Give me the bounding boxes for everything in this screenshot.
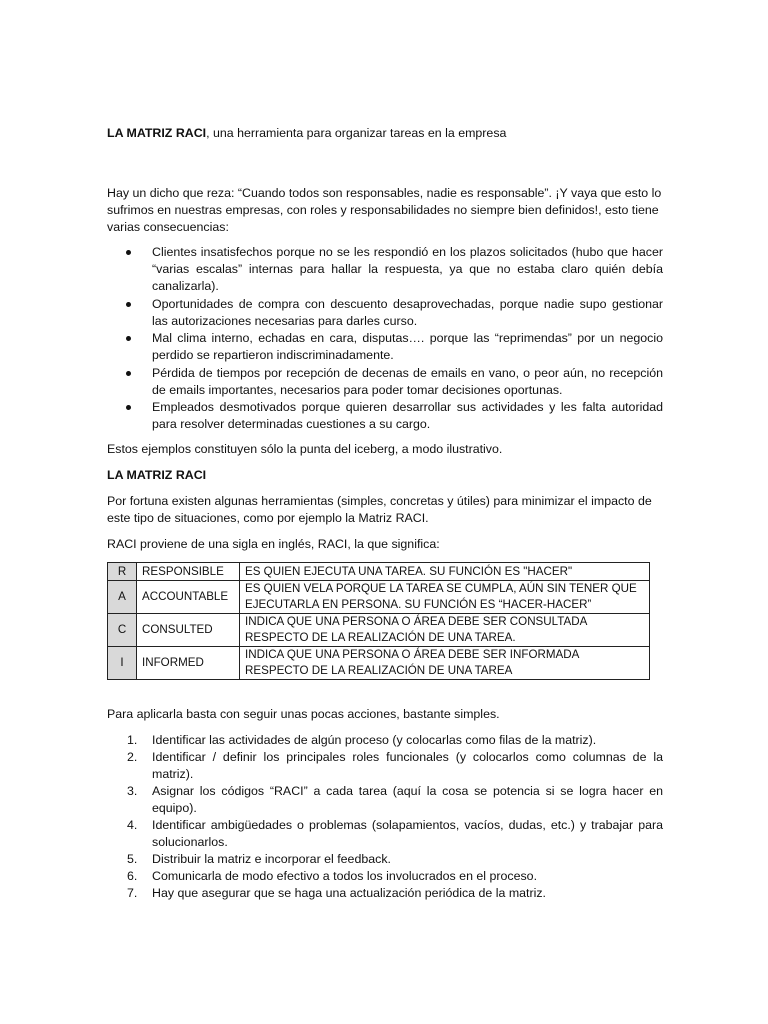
raci-letter: C — [108, 614, 137, 647]
table-row — [108, 614, 650, 647]
steps-list — [107, 732, 663, 902]
list-item-text: Empleados desmotivados porque quieren desarrollar sus actividades y les falta autoridad para resolver determinadas cuestiones a su cargo. — [152, 400, 663, 431]
bullet-icon — [126, 302, 131, 307]
raci-role: CONSULTED — [137, 614, 240, 647]
bullet-icon — [126, 336, 131, 341]
raci-role: RESPONSIBLE — [137, 563, 240, 581]
step-text: Identificar las actividades de algún proceso (y colocarlas como filas de la matriz). — [152, 733, 597, 747]
list-item — [107, 365, 663, 399]
list-item — [107, 330, 663, 364]
bullet-icon — [126, 250, 131, 255]
step-number: 3. — [127, 784, 138, 798]
raci-letter: I — [108, 647, 137, 680]
step-number: 5. — [127, 852, 138, 866]
raci-intro-paragraph: RACI proviene de una sigla en inglés, RACI, la que significa: — [107, 537, 440, 551]
raci-description: INDICA QUE UNA PERSONA O ÁREA DEBE SER CONSULTADA RESPECTO DE LA REALIZACIÓN DE UNA TAREA. — [240, 614, 650, 647]
list-item — [107, 244, 663, 295]
bullet-icon — [126, 371, 131, 376]
fortuna-paragraph: Por fortuna existen algunas herramientas (simples, concretas y útiles) para minimizar el impacto de este tipo de situaciones, como por ejemplo la Matriz RACI. — [107, 494, 652, 525]
title-rest: , una herramienta para organizar tareas en la empresa — [206, 126, 507, 140]
raci-table — [107, 562, 650, 680]
bullet-icon — [126, 405, 131, 410]
raci-letter: A — [108, 581, 137, 614]
step-text: Hay que asegurar que se haga una actualización periódica de la matriz. — [152, 886, 546, 900]
consequences-list — [107, 244, 663, 433]
list-item — [107, 868, 663, 885]
list-item — [107, 749, 663, 783]
raci-description: INDICA QUE UNA PERSONA O ÁREA DEBE SER INFORMADA RESPECTO DE LA REALIZACIÓN DE UNA TAREA — [240, 647, 650, 680]
title-bold: LA MATRIZ RACI — [107, 126, 207, 140]
step-text: Asignar los códigos “RACI” a cada tarea (aquí la cosa se potencia si se logra hacer en equipo). — [152, 784, 663, 815]
step-text: Comunicarla de modo efectivo a todos los involucrados en el proceso. — [152, 869, 538, 883]
step-text: Distribuir la matriz e incorporar el feedback. — [152, 852, 391, 866]
step-number: 7. — [127, 886, 138, 900]
intro-paragraph: Hay un dicho que reza: “Cuando todos son responsables, nadie es responsable”. ¡Y vaya que esto lo sufrimos en nuestras empresas, con roles y responsabilidades no siempre bien definidos!, esto tiene varias consecuencias: — [107, 186, 662, 234]
step-text: Identificar ambigüedades o problemas (solapamientos, vacíos, dudas, etc.) y trabajar para solucionarlos. — [152, 818, 663, 849]
raci-role: INFORMED — [137, 647, 240, 680]
step-number: 6. — [127, 869, 138, 883]
list-item-text: Oportunidades de compra con descuento desaprovechadas, porque nadie supo gestionar las autorizaciones necesarias para darles curso. — [152, 296, 663, 328]
raci-letter: R — [108, 563, 137, 581]
document-body — [107, 125, 663, 902]
raci-description: ES QUIEN EJECUTA UNA TAREA. SU FUNCIÓN ES "HACER" — [240, 563, 650, 581]
section-heading: LA MATRIZ RACI — [107, 468, 207, 482]
list-item — [107, 885, 663, 902]
table-row — [108, 647, 650, 680]
step-number: 2. — [127, 750, 138, 764]
list-item-text: Clientes insatisfechos porque no se les respondió en los plazos solicitados (hubo que hacer “varias escalas” internas para hallar la respuesta, ya que no estaba claro quién debía canalizarla). — [152, 245, 663, 293]
step-number: 4. — [127, 818, 138, 832]
iceberg-paragraph: Estos ejemplos constituyen sólo la punta del iceberg, a modo ilustrativo. — [107, 442, 503, 456]
aplicar-paragraph: Para aplicarla basta con seguir unas pocas acciones, bastante simples. — [107, 707, 500, 721]
raci-role: ACCOUNTABLE — [137, 581, 240, 614]
list-item — [107, 783, 663, 817]
table-row — [108, 563, 650, 581]
step-number: 1. — [127, 733, 138, 747]
list-item — [107, 732, 663, 749]
list-item-text: Pérdida de tiempos por recepción de decenas de emails en vano, o peor aún, no recepción de emails importantes, necesarios para poder tomar decisiones oportunas. — [152, 365, 663, 397]
raci-description: ES QUIEN VELA PORQUE LA TAREA SE CUMPLA, AÚN SIN TENER QUE EJECUTARLA EN PERSONA. SU FUNCIÓN ES “HACER-HACER” — [240, 581, 650, 614]
list-item — [107, 817, 663, 851]
list-item — [107, 399, 663, 433]
list-item — [107, 851, 663, 868]
document-title — [107, 125, 663, 142]
list-item-text: Mal clima interno, echadas en cara, disputas…. porque las “reprimendas” por un negocio perdido se repartieron indiscriminadamente. — [152, 331, 663, 362]
list-item — [107, 296, 663, 330]
table-row — [108, 581, 650, 614]
step-text: Identificar / definir los principales roles funcionales (y colocarlos como columnas de la matriz). — [152, 750, 663, 781]
